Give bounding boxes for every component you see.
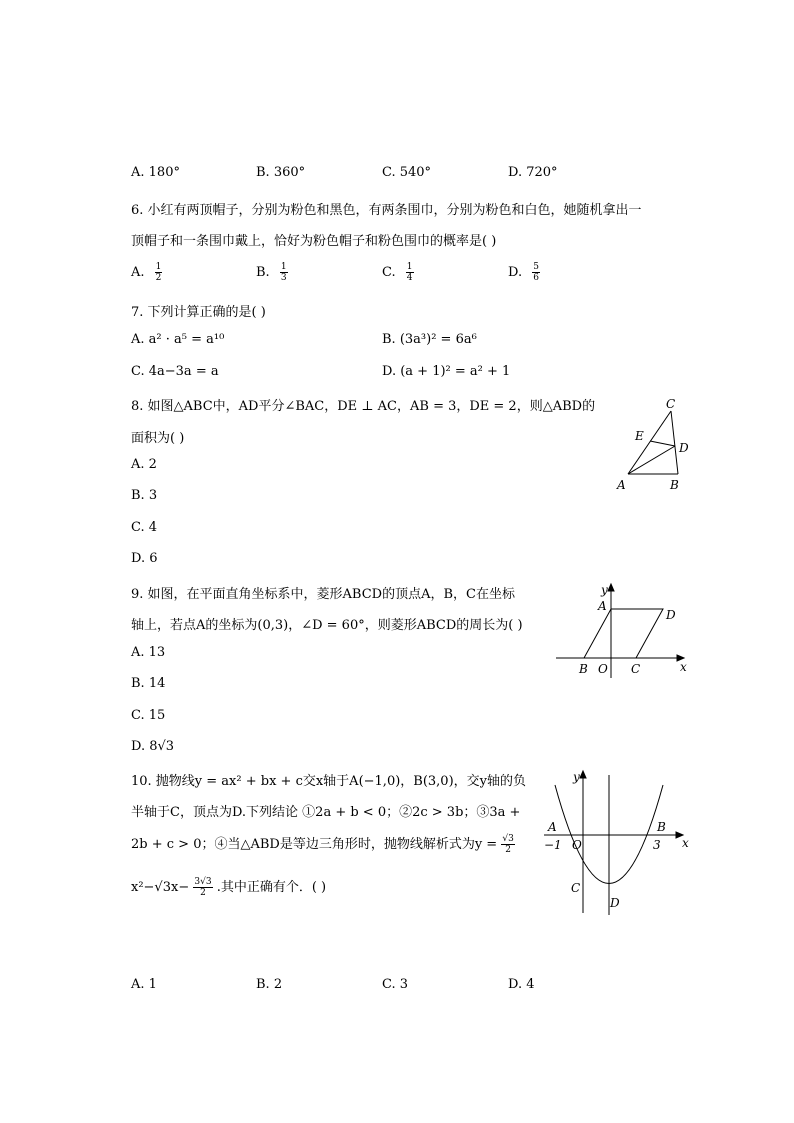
q5-option-d[interactable]: D. 720°	[508, 165, 558, 180]
q9-option-d[interactable]: D. 8√3	[131, 739, 175, 754]
q10-option-a[interactable]: A. 1	[131, 977, 157, 992]
q7-option-a[interactable]: A. a² · a⁵ = a¹⁰	[131, 332, 225, 347]
q8-option-b[interactable]: B. 3	[131, 488, 158, 503]
segment-ad	[628, 446, 675, 474]
label-b: B	[657, 820, 666, 834]
y-axis-arrow	[608, 584, 614, 591]
q9-rhombus-figure	[552, 580, 694, 680]
label-3: 3	[653, 838, 661, 852]
q10-line3-text: 2b + c > 0；④当△ABD是等边三角形时，抛物线解析式为y =	[131, 837, 498, 852]
label-e: E	[635, 429, 644, 443]
frac-numerator: √3	[502, 834, 514, 844]
q6-option-c[interactable]	[382, 262, 414, 283]
q8-stem-line1: 8. 如图△ABC中，AD平分∠BAC，DE ⊥ AC，AB = 3，DE = 2，则△ABD的	[131, 399, 596, 414]
q9-option-b[interactable]: B. 14	[131, 676, 166, 691]
q10-stem-line4	[131, 876, 326, 898]
frac-denominator: 2	[155, 273, 162, 283]
frac-numerator: 1	[280, 262, 287, 272]
q7-option-b[interactable]: B. (3a³)² = 6a⁶	[382, 332, 477, 347]
frac-numerator: 1	[406, 262, 413, 272]
q6-option-d[interactable]	[508, 262, 540, 283]
q10-parabola-figure	[540, 765, 694, 917]
q9-stem-line2: 轴上，若点A的坐标为(0,3)，∠D = 60°，则菱形ABCD的周长为( )	[131, 618, 523, 633]
rhombus-abcd	[584, 609, 663, 658]
frac-denominator: 2	[505, 845, 511, 855]
label-d: D	[679, 441, 689, 455]
option-letter: A.	[131, 265, 145, 280]
q10-line4-end: .其中正确有个．( )	[216, 880, 327, 895]
frac-numerator: 5	[533, 262, 539, 272]
label-a: A	[598, 599, 607, 613]
q10-stem-line1: 10. 抛物线y = ax² + bx + c交x轴于A(−1,0)，B(3,0)，交y轴的负	[131, 774, 526, 789]
q7-option-c[interactable]: C. 4a−3a = a	[131, 364, 219, 379]
q10-option-b[interactable]: B. 2	[256, 977, 283, 992]
frac-denominator: 6	[533, 273, 539, 283]
frac-numerator: 1	[155, 262, 162, 272]
q6-stem-line2: 顶帽子和一条围巾戴上，恰好为粉色帽子和粉色围巾的概率是( )	[131, 234, 497, 249]
label-o: O	[572, 838, 582, 852]
label-o: O	[598, 662, 608, 676]
q9-stem-line1: 9. 如图，在平面直角坐标系中，菱形ABCD的顶点A，B，C在坐标	[131, 587, 515, 602]
label-y: y	[601, 583, 608, 597]
q8-option-d[interactable]: D. 6	[131, 551, 158, 566]
q8-option-a[interactable]: A. 2	[131, 457, 157, 472]
q5-option-c[interactable]: C. 540°	[382, 165, 432, 180]
y-axis-arrow	[580, 771, 586, 778]
q10-stem-line2: 半轴于C，顶点为D.下列结论 ①2a + b < 0；②2c > 3b；③3a +	[131, 805, 521, 820]
q10-option-d[interactable]: D. 4	[508, 977, 535, 992]
q10-line4-text: x²−√3x−	[131, 880, 190, 895]
q5-option-a[interactable]: A. 180°	[131, 165, 180, 180]
q7-stem: 7. 下列计算正确的是( )	[131, 305, 266, 320]
label-y: y	[573, 770, 580, 784]
label-c: C	[631, 662, 641, 676]
label-a: A	[548, 820, 557, 834]
label-c: C	[571, 881, 581, 895]
q6-stem-line1: 6. 小红有两顶帽子，分别为粉色和黑色，有两条围巾，分别为粉色和白色，她随机拿出一	[131, 203, 642, 218]
q9-option-c[interactable]: C. 15	[131, 708, 166, 723]
label-b: B	[579, 662, 588, 676]
frac-denominator: 2	[200, 888, 206, 898]
q5-option-b[interactable]: B. 360°	[256, 165, 306, 180]
q6-option-b[interactable]	[256, 262, 288, 283]
frac-numerator: 3√3	[194, 877, 212, 887]
q7-option-d[interactable]: D. (a + 1)² = a² + 1	[382, 364, 511, 379]
label-neg1: −1	[544, 838, 562, 852]
q8-stem-line2: 面积为( )	[131, 431, 185, 446]
label-b: B	[670, 478, 679, 492]
label-x: x	[680, 660, 687, 674]
segment-de	[650, 441, 675, 446]
label-c: C	[666, 397, 676, 411]
label-d: D	[610, 896, 620, 910]
q10-stem-line3	[131, 833, 515, 855]
frac-denominator: 4	[406, 273, 413, 283]
segment-cb	[671, 411, 678, 474]
q6-option-a[interactable]	[131, 262, 162, 283]
q8-triangle-figure	[612, 394, 696, 494]
q9-option-a[interactable]: A. 13	[131, 645, 166, 660]
label-a: A	[617, 478, 626, 492]
frac-denominator: 3	[280, 273, 287, 283]
option-letter: D.	[508, 265, 523, 280]
label-x: x	[682, 836, 689, 850]
option-letter: B.	[256, 265, 270, 280]
q10-option-c[interactable]: C. 3	[382, 977, 409, 992]
option-letter: C.	[382, 265, 396, 280]
label-d: D	[666, 608, 676, 622]
q8-option-c[interactable]: C. 4	[131, 520, 158, 535]
